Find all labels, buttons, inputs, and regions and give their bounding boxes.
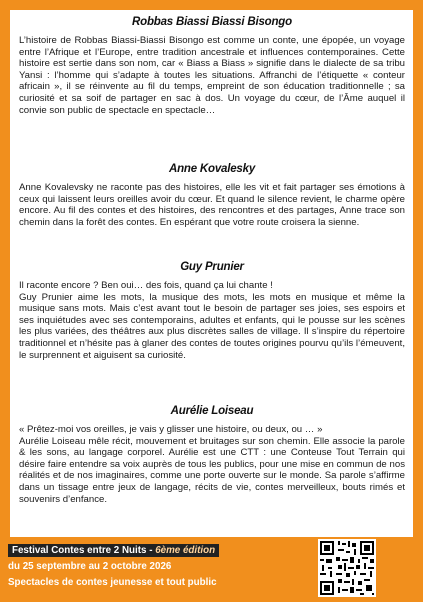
section-text bbox=[19, 424, 405, 505]
section-robbas bbox=[19, 16, 405, 116]
qr-code-icon[interactable] bbox=[318, 539, 376, 597]
section-title: Robbas Biassi Biassi Bisongo bbox=[132, 16, 292, 28]
section-title: Aurélie Loiseau bbox=[170, 405, 254, 417]
section-aurelie bbox=[19, 405, 405, 505]
section-text bbox=[19, 35, 405, 116]
section-title: Anne Kovalesky bbox=[168, 163, 256, 175]
section-title: Guy Prunier bbox=[180, 261, 244, 273]
section-text bbox=[19, 280, 405, 361]
paragraph: Anne Kovalevsky ne raconte pas des histoires, elle les vit et fait partager ses émotions à ceux qui laissent leurs oreilles avoir du cœur. Et quand le silence revient, le charme opère encore. Au fil des contes et des histoires, des rencontres et des partages, Anne trace son chemin dans la forêt des contes. En espérant que votre route croisera la sienne. bbox=[19, 182, 405, 228]
festival-label bbox=[8, 544, 219, 557]
section-guy bbox=[19, 261, 405, 361]
paragraph: Guy Prunier aime les mots, la musique des mots, les mots en musique et même la musique sans mots. Mais c’est avant tout le besoin de partager ses joies, ses espoirs et ses inquiétudes avec ses contemporains, adultes et enfants, qui le pousse sur les scènes les plus variées, des théâtres aux plus discrètes salles de village. Il s’inspire du répertoire traditionnel et n’hésite pas à glaner des contes de toutes origines pourvu qu’ils l’émeuvent, le surprennent et aiguisent sa curiosité. bbox=[19, 291, 405, 361]
footer-banner bbox=[0, 537, 423, 600]
edition-label: 6ème édition bbox=[155, 545, 216, 556]
paragraph: Aurélie Loiseau mêle récit, mouvement et bruitages sur son chemin. Elle associe la parole & les sons, au langage corporel. Aurélie est une CTT : une Conteuse Tout Terrain qui désire faire entendre sa voix auprès de tous les publics, pour une mise en commun de nos réalités et de nos imaginaires, comme une porte ouverte sur le monde. Sa parole s’affirme dans un tissage entre jeux de langage, récits de vie, contes merveilleux, bouts rimés et souvenirs d’enfance. bbox=[19, 435, 405, 505]
section-anne bbox=[19, 163, 405, 228]
section-text bbox=[19, 182, 405, 228]
paragraph: Il raconte encore ? Ben oui… des fois, quand ça lui chante ! bbox=[19, 280, 273, 291]
festival-subtitle: Spectacles de contes jeunesse et tout public bbox=[8, 577, 217, 588]
paragraph: L’histoire de Robbas Biassi-Biassi Bisongo est comme un conte, une épopée, un voyage entre l’Afrique et l’Europe, entre tradition ancestrale et influences contemporaines. Cette histoire est sertie dans son nom, car « Biass a Biass » signifie dans le dialecte de sa tribu Yansi : l’homme qui s’adapte à toutes les situations. Affranchi de l’étiquette « conteur africain », il se réinvente au fil du temps, empreint de son éducation traditionnelle ; sa curiosité et sa soif de partager en sac à dos. Un voyage du cœur, de l’Âme auquel il convie son public de spectacle en spectacle… bbox=[19, 35, 405, 116]
festival-name: Festival Contes entre 2 Nuits - bbox=[12, 545, 156, 556]
paragraph: « Prêtez-moi vos oreilles, je vais y glisser une histoire, ou deux, ou … » bbox=[19, 424, 323, 435]
content-panel bbox=[10, 10, 413, 537]
festival-dates: du 25 septembre au 2 octobre 2026 bbox=[8, 561, 172, 572]
